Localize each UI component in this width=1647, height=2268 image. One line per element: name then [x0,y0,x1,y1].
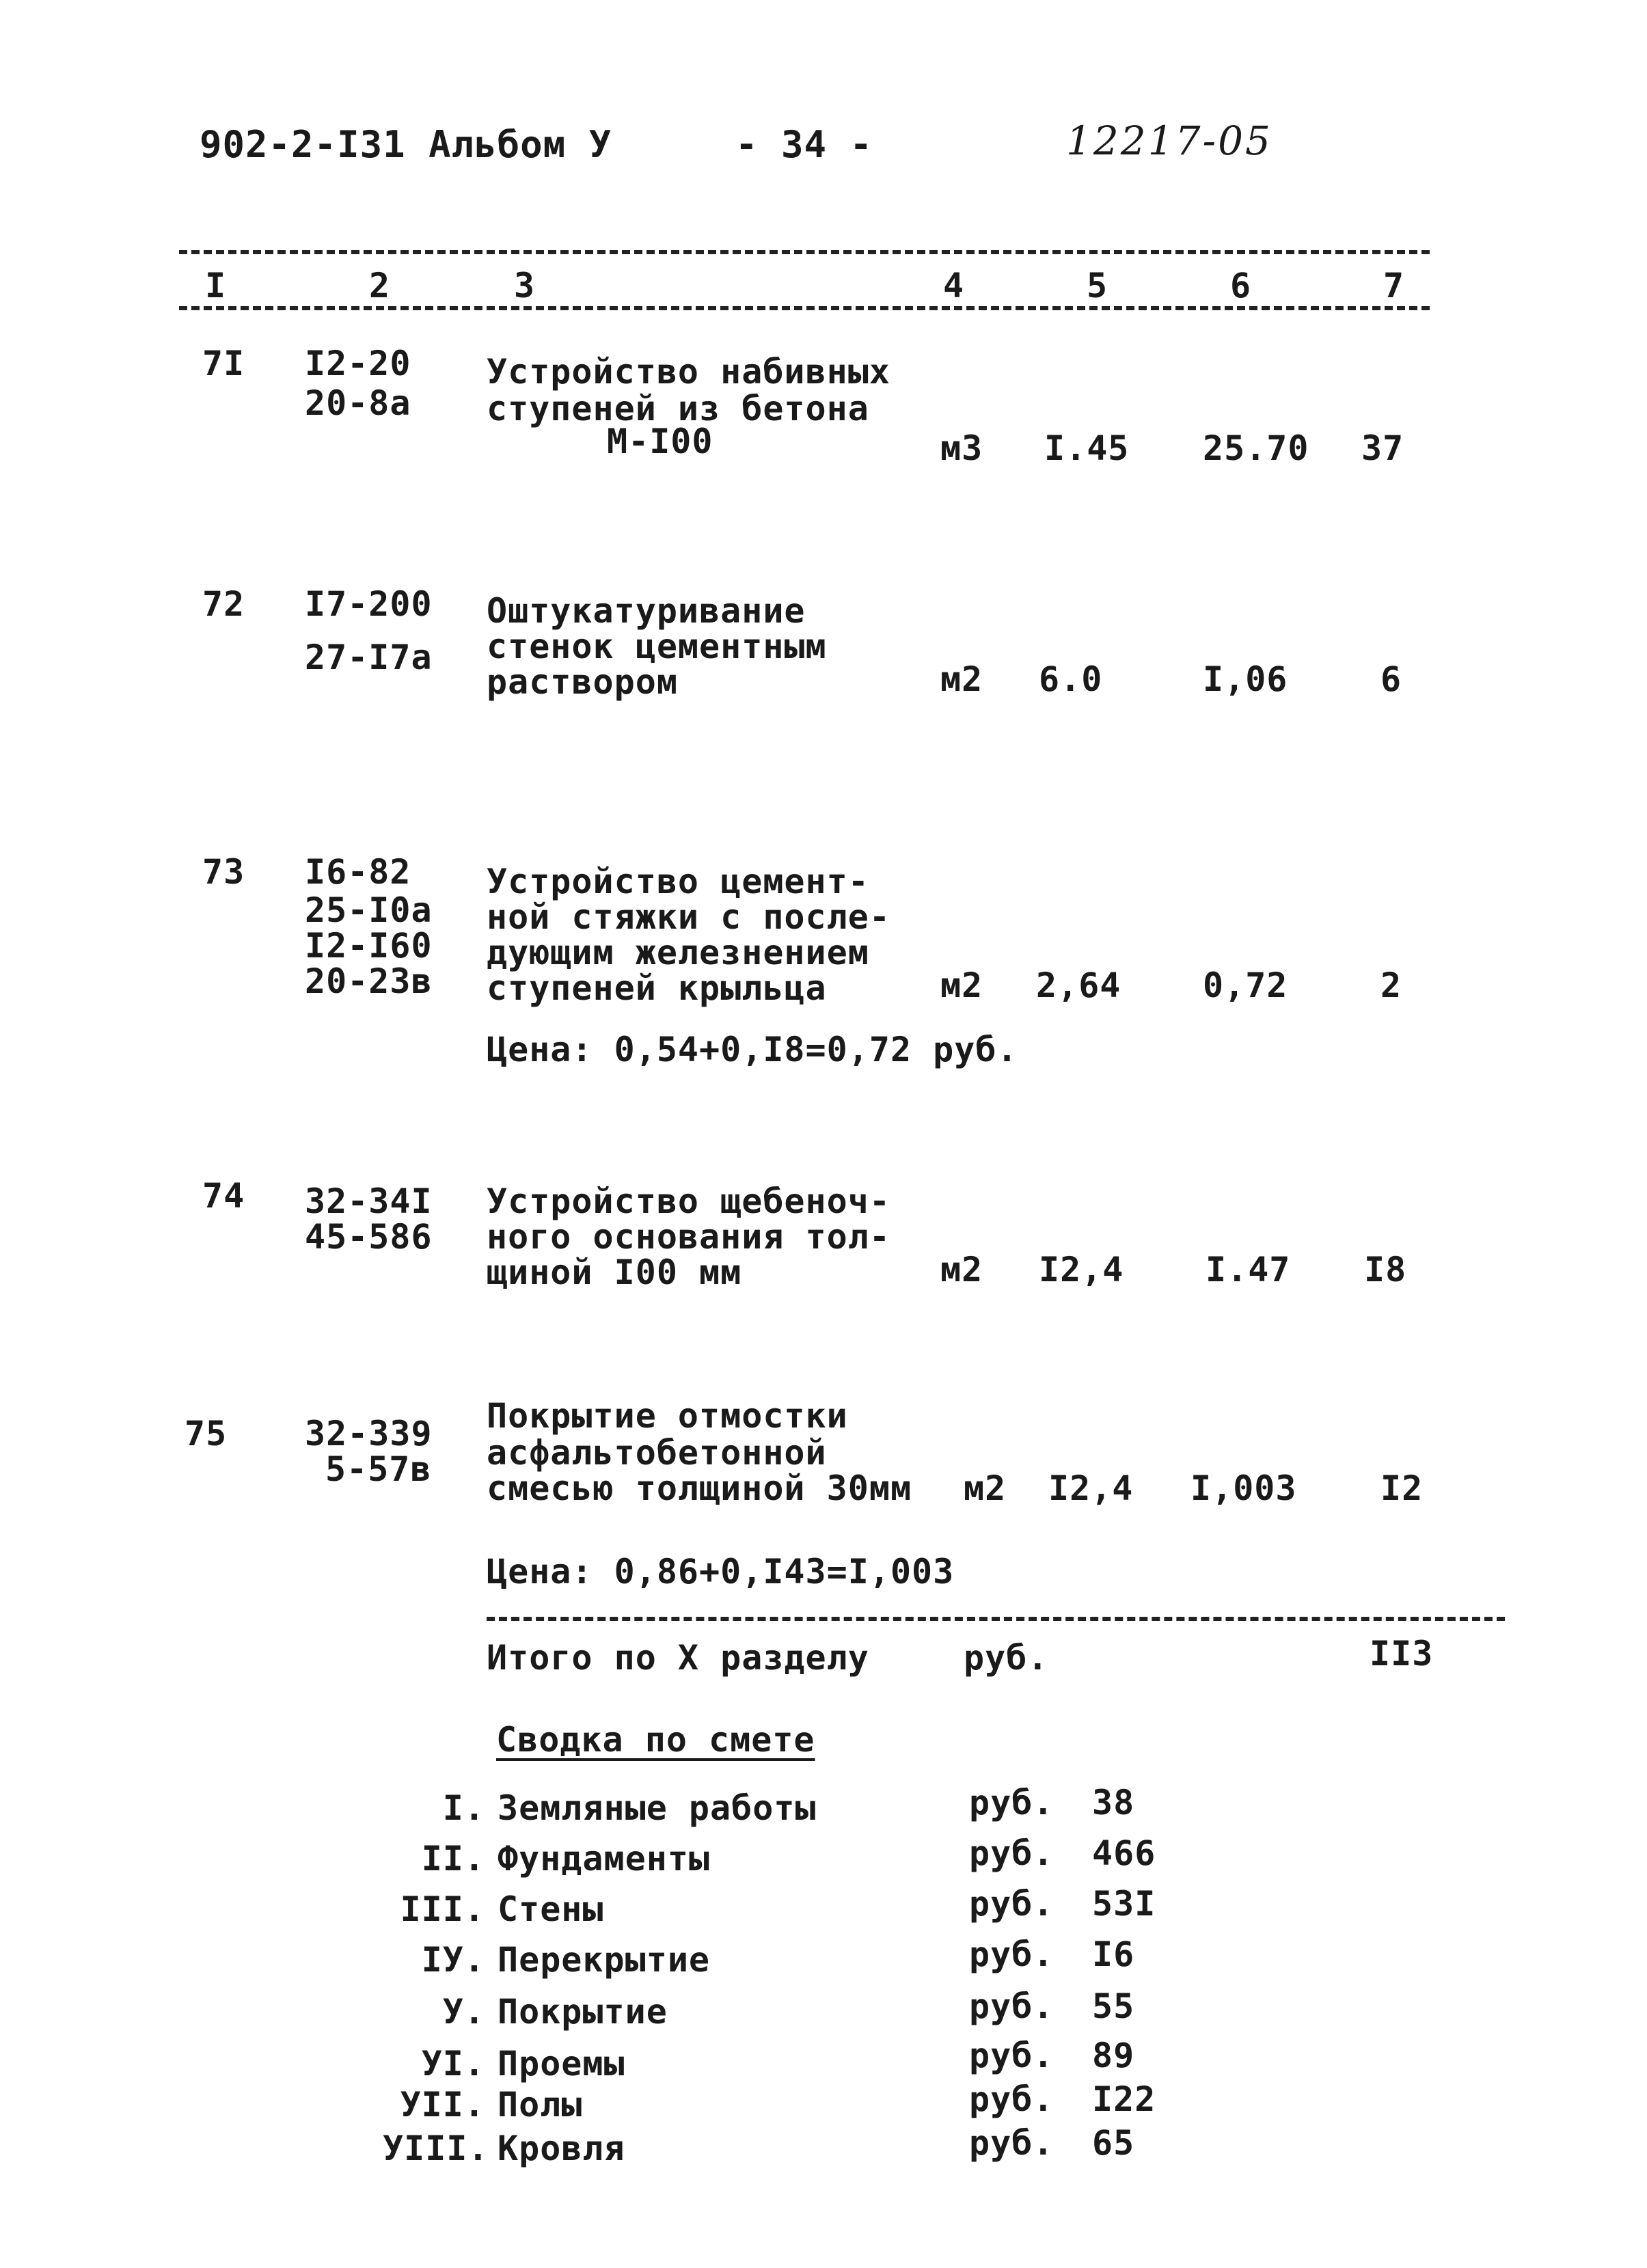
row-unit-price: I.47 [1206,1250,1291,1289]
summary-item-value: 38 [1092,1783,1135,1822]
total-value: II3 [1370,1634,1434,1673]
row-unit-price: 0,72 [1203,966,1288,1005]
row-description-line: ступеней крыльца [487,968,827,1008]
row-code: 45-586 [305,1217,433,1257]
row-description-line: Устройство набивных [487,352,890,392]
row-description-line: смесью толщиной 30мм [487,1468,912,1508]
row-description-line: Устройство цемент- [487,862,869,901]
row-description-line: Устройство щебеноч- [487,1181,890,1221]
row-description-line: ной стяжки с после- [487,897,890,937]
row-description-line: ступеней из бетона [487,389,869,428]
row-description-line: раствором [487,662,678,702]
summary-title: Сводка по смете [496,1720,815,1760]
price-note: Цена: 0,86+0,I43=I,003 [487,1552,955,1591]
summary-item-number: У. [442,1992,485,2032]
summary-item-number: УII. [400,2085,485,2124]
summary-item-unit: руб. [969,1935,1054,1974]
row-number: 74 [202,1176,245,1216]
row-unit: м2 [940,659,983,699]
summary-item-value: I22 [1092,2079,1156,2119]
summary-item-value: 53I [1092,1884,1156,1924]
row-quantity: 6.0 [1039,659,1103,699]
summary-item-number: III. [400,1889,485,1929]
summary-item-name: Перекрытие [498,1940,711,1980]
row-description-line: М-I00 [607,422,713,461]
row-quantity: I.45 [1044,428,1130,468]
total-unit: руб. [964,1638,1049,1678]
summary-item-unit: руб. [969,1884,1054,1924]
row-unit: м3 [940,428,983,468]
summary-item-number: УI. [421,2044,485,2083]
summary-item-value: 55 [1092,1986,1135,2026]
column-number-4: 4 [943,266,965,305]
summary-item-name: Земляные работы [498,1788,817,1828]
row-total: 6 [1380,659,1402,699]
summary-item-unit: руб. [969,1986,1054,2026]
row-unit-price: I,06 [1203,659,1288,699]
summary-item-name: Кровля [498,2129,625,2168]
summary-item-unit: руб. [969,2123,1054,2163]
row-unit: м2 [940,1250,983,1289]
row-number: 7I [202,344,245,383]
row-quantity: 2,64 [1036,966,1121,1005]
row-code: 20-23в [305,961,433,1001]
row-code: I7-200 [305,584,433,624]
row-code: 32-34I [305,1181,433,1221]
row-number: 73 [202,852,245,892]
row-description-line: Покрытие отмостки [487,1396,848,1436]
summary-item-name: Полы [498,2085,583,2124]
row-code: 27-I7a [305,638,433,677]
summary-item-value: 466 [1092,1833,1156,1873]
row-unit: м2 [940,966,983,1005]
row-code: 25-I0a [305,890,433,930]
page-number: - 34 - [735,123,873,166]
row-total: 37 [1361,428,1404,468]
summary-item-number: II. [421,1839,485,1878]
row-quantity: I2,4 [1039,1250,1124,1289]
summary-item-unit: руб. [969,2079,1054,2119]
row-total: I8 [1364,1250,1407,1289]
row-description-line: стенок цементным [487,627,827,666]
row-total: I2 [1380,1468,1424,1508]
total-label: Итого по Х разделу [487,1638,869,1678]
doc-code: 902-2-I31 Альбом У [200,123,612,166]
column-number-6: 6 [1230,266,1252,305]
row-code: 20-8a [305,383,411,423]
column-number-1: I [205,266,227,305]
row-quantity: I2,4 [1048,1468,1134,1508]
summary-item-value: 89 [1092,2036,1135,2075]
row-unit: м2 [964,1468,1007,1508]
summary-item-number: УIII. [383,2129,489,2168]
row-code: 5-57в [325,1449,432,1489]
row-description-line: дующим железнением [487,933,869,972]
handwritten-number: 12217-05 [1066,118,1272,164]
summary-item-number: I. [442,1788,485,1828]
row-unit-price: I,003 [1190,1468,1297,1508]
summary-item-name: Стены [498,1889,604,1929]
row-code: I2-I60 [305,926,433,966]
header-divider-top [179,250,1430,254]
column-number-5: 5 [1087,266,1108,305]
total-divider [487,1617,1505,1621]
summary-item-name: Покрытие [498,1992,668,2032]
summary-item-unit: руб. [969,1783,1054,1822]
summary-item-unit: руб. [969,2036,1054,2075]
summary-item-value: 65 [1092,2123,1135,2163]
summary-item-value: I6 [1092,1935,1135,1974]
row-number: 75 [185,1414,228,1453]
summary-item-number: IУ. [421,1940,485,1980]
row-description-line: Оштукатуривание [487,591,806,631]
row-description-line: щиной I00 мм [487,1253,742,1292]
price-note: Цена: 0,54+0,I8=0,72 руб. [487,1030,1018,1069]
column-number-3: 3 [514,266,536,305]
row-code: 32-339 [305,1414,433,1453]
summary-item-name: Проемы [498,2044,625,2083]
summary-item-unit: руб. [969,1833,1054,1873]
row-code: I6-82 [305,852,411,892]
row-unit-price: 25.70 [1203,428,1309,468]
summary-item-name: Фундаменты [498,1839,711,1878]
row-number: 72 [202,584,245,624]
row-description-line: асфальтобетонной [487,1433,827,1473]
row-code: I2-20 [305,344,411,383]
column-number-7: 7 [1383,266,1405,305]
column-number-2: 2 [369,266,391,305]
row-description-line: ного основания тол- [487,1217,890,1257]
row-total: 2 [1380,966,1402,1005]
